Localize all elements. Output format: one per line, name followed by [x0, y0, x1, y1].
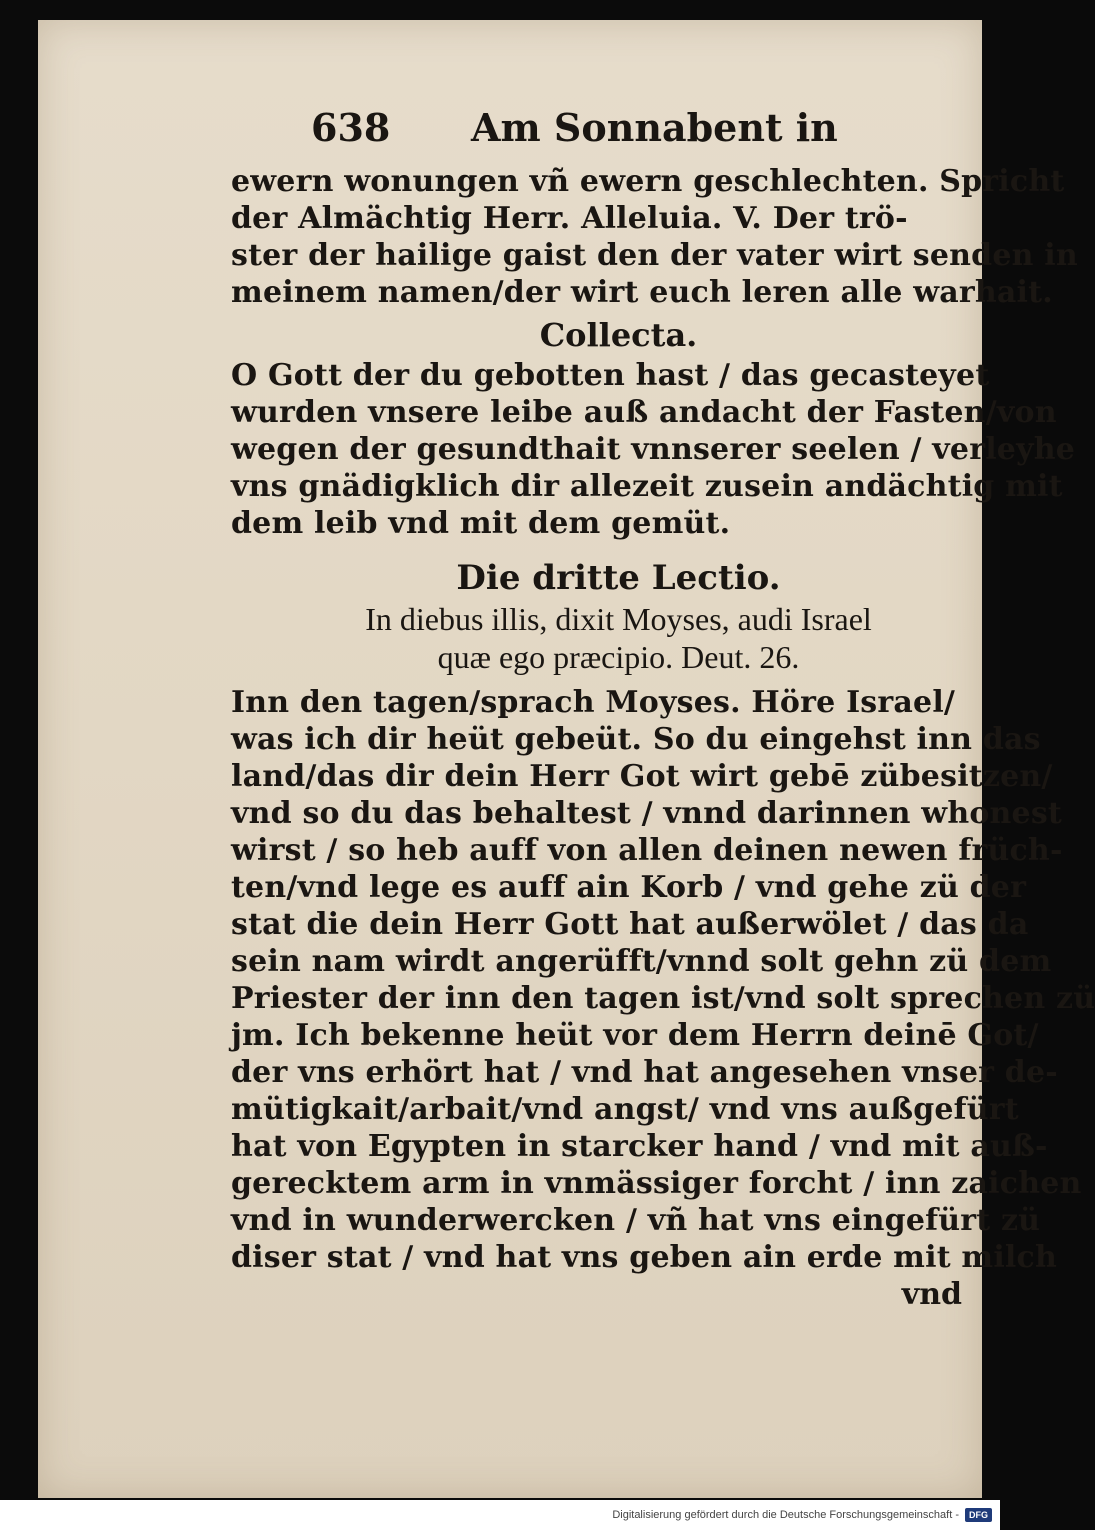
text-line: ten/vnd lege es auff ain Korb / vnd gehe zü der — [231, 870, 1027, 905]
text-line: ewern wonungen vñ ewern geschlechten. Spricht — [231, 164, 1065, 199]
text-line: vnd so du das behaltest / vnnd darinnen whonest — [231, 796, 1062, 831]
collecta-heading: Collecta. — [539, 316, 698, 354]
page-text-block — [231, 105, 1095, 1314]
text-line: diser stat / vnd hat vns geben ain erde mit milch — [231, 1240, 1058, 1275]
text-line: meinem namen/der wirt euch leren alle warhait. — [231, 275, 1053, 310]
text-line: wegen der gesundthait vnnserer seelen / verleyhe — [231, 432, 1076, 467]
latin-incipit-line: quæ ego præcipio. Deut. 26. — [437, 639, 800, 675]
text-line: ster der hailige gaist den der vater wirt senden in — [231, 238, 1078, 273]
text-line: stat die dein Herr Gott hat außerwölet / das da — [231, 907, 1029, 942]
text-line: wirst / so heb auff von allen deinen newen früch- — [231, 833, 1063, 868]
lectio-heading: Die dritte Lectio. — [456, 558, 781, 598]
page-header — [231, 105, 1006, 163]
text-line: was ich dir heüt gebeüt. So du eingehst inn das — [231, 722, 1041, 757]
text-line: vns gnädigklich dir allezeit zusein andächtig mit — [231, 469, 1063, 504]
text-line: mütigkait/arbait/vnd angst/ vnd vns außgefürt — [231, 1092, 1019, 1127]
text-line: wurden vnsere leibe auß andacht der Fasten/von — [231, 395, 1057, 430]
text-line: Inn den tagen/sprach Moyses. Höre Israel/ — [231, 685, 956, 720]
text-line: vnd in wunderwercken / vñ hat vns eingefürt zü — [231, 1203, 1041, 1238]
text-line: Priester der inn den tagen ist/vnd solt sprechen zü — [231, 981, 1095, 1016]
text-line: O Gott der du gebotten hast / das gecasteyet — [231, 358, 990, 393]
collecta-text — [231, 357, 1076, 542]
running-title: Am Sonnabent in — [471, 105, 838, 150]
lectio-text — [231, 684, 1095, 1276]
credit-text: Digitalisierung gefördert durch die Deutsche Forschungsgemeinschaft - — [612, 1509, 959, 1521]
dfg-logo: DFG — [965, 1508, 992, 1522]
text-line: der vns erhört hat / vnd hat angesehen vnser de- — [231, 1055, 1058, 1090]
text-line: sein nam wirdt angerüfft/vnnd solt gehn zü dem — [231, 944, 1052, 979]
text-line: hat von Egypten in starcker hand / vnd mit auß- — [231, 1129, 1048, 1164]
text-line: dem leib vnd mit dem gemüt. — [231, 506, 731, 541]
text-line: gerecktem arm in vnmässiger forcht / inn zaichen — [231, 1166, 1082, 1201]
digitization-credit-bar — [0, 1500, 1000, 1530]
text-line: der Almächtig Herr. Alleluia. V. Der trö- — [231, 201, 908, 236]
page-number: 638 — [311, 105, 391, 150]
text-line: land/das dir dein Herr Got wirt gebē zübesitzen/ — [231, 759, 1053, 794]
catchword: vnd — [901, 1277, 962, 1312]
text-line: jm. Ich bekenne heüt vor dem Herrn deinē Got/ — [231, 1018, 1039, 1053]
book-page — [38, 20, 1095, 1498]
intro-text — [231, 163, 1078, 311]
latin-incipit-line: In diebus illis, dixit Moyses, audi Israel — [365, 601, 872, 637]
